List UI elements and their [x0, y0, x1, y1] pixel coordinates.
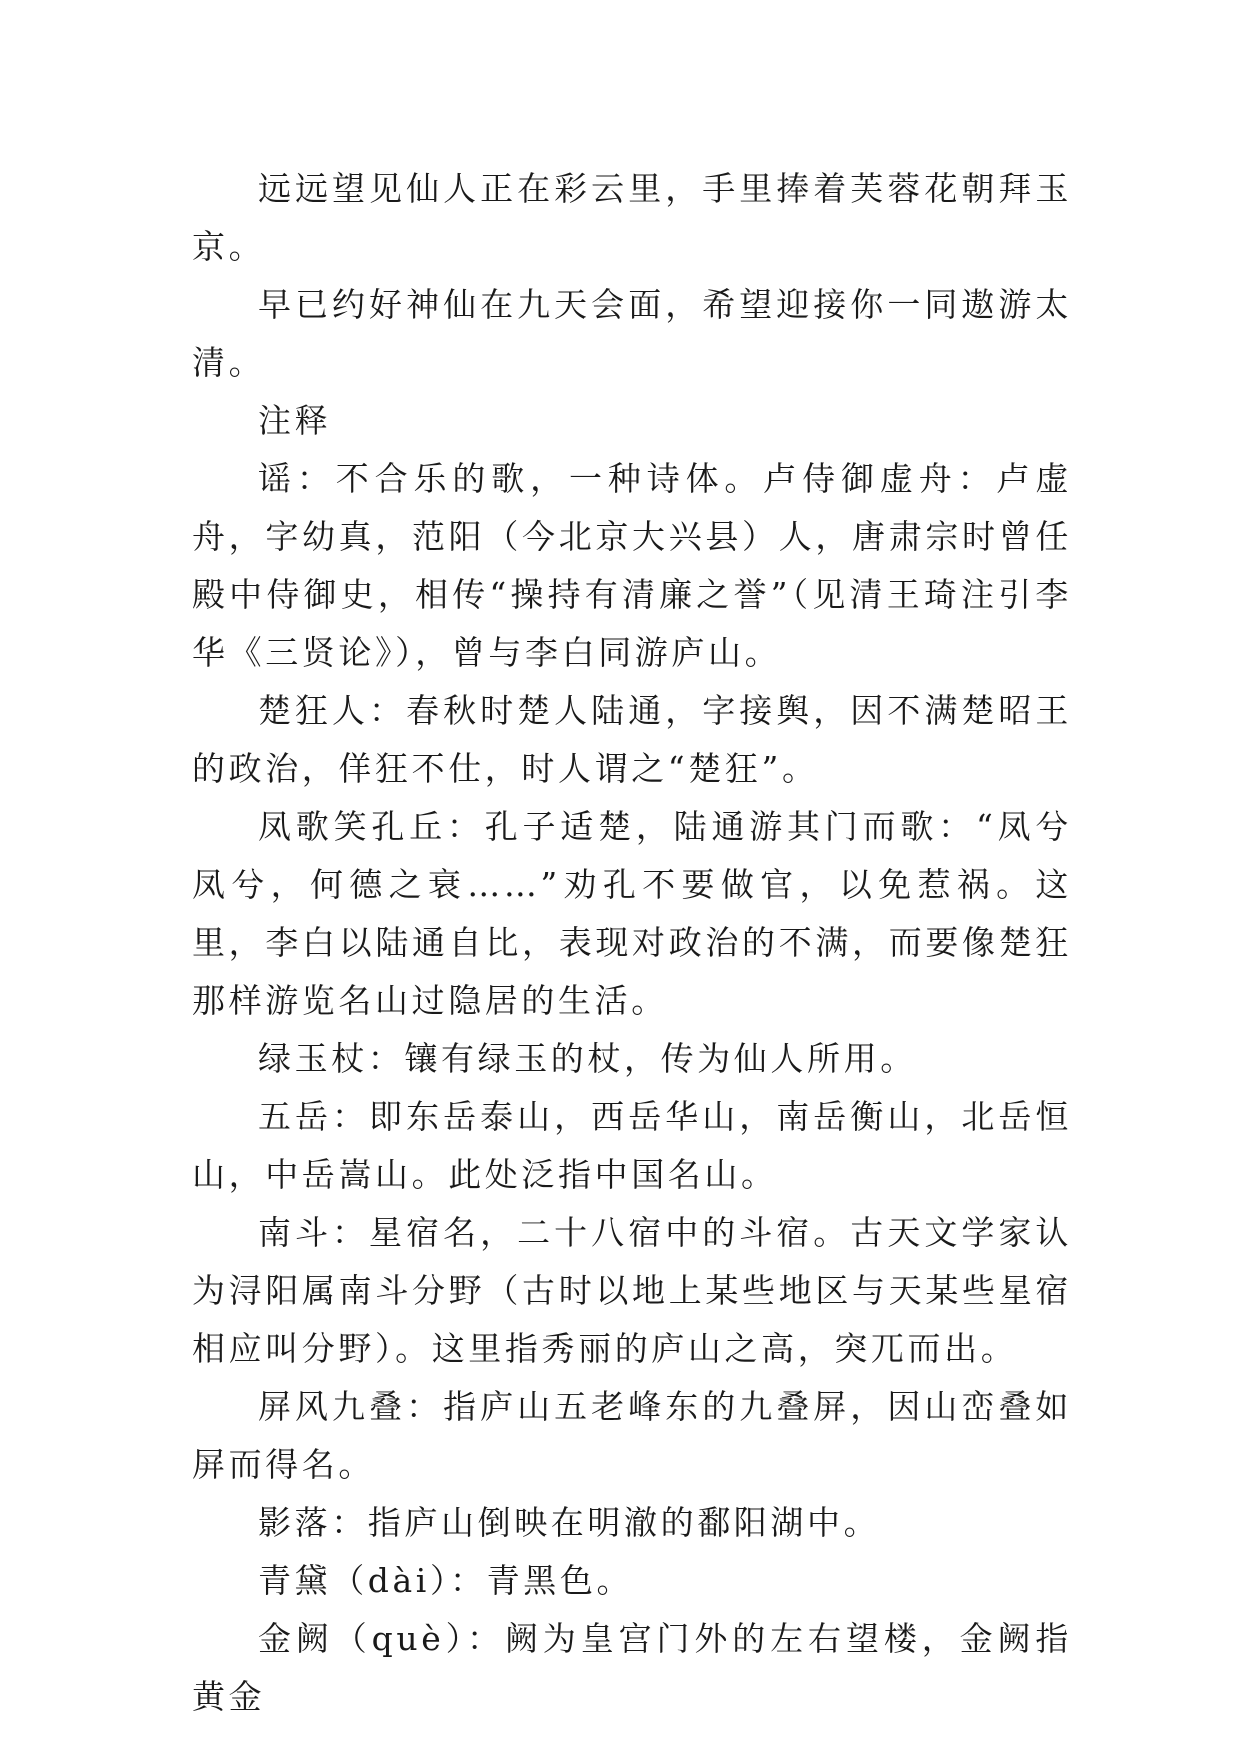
note-chu-kuang-ren: 楚狂人：春秋时楚人陆通，字接舆，因不满楚昭王的政治，佯狂不仕，时人谓之“楚狂”。 [192, 691, 1072, 788]
note-lv-yu-zhang: 绿玉杖：镶有绿玉的杖，传为仙人所用。 [258, 1039, 917, 1078]
note-ying-luo: 影落：指庐山倒映在明澈的鄱阳湖中。 [258, 1503, 881, 1542]
poem-line-2: 早已约好神仙在九天会面，希望迎接你一同遨游太清。 [192, 285, 1072, 382]
note-ping-feng: 屏风九叠：指庐山五老峰东的九叠屏，因山峦叠如屏而得名。 [192, 1387, 1072, 1484]
poem-line-1: 远远望见仙人正在彩云里，手里捧着芙蓉花朝拜玉京。 [192, 169, 1072, 266]
document-body [192, 160, 1072, 1726]
note-feng-ge: 凤歌笑孔丘：孔子适楚，陆通游其门而歌：“凤兮凤兮，何德之衰……”劝孔不要做官，以免惹祸。这里，李白以陆通自比，表现对政治的不满，而要像楚狂那样游览名山过隐居的生活。 [192, 807, 1072, 1020]
note-jin-que: 金阙（què）：阙为皇宫门外的左右望楼，金阙指黄金 [192, 1619, 1072, 1716]
note-yao: 谣：不合乐的歌，一种诗体。卢侍御虚舟：卢虚舟，字幼真，范阳（今北京大兴县）人，唐肃宗时曾任殿中侍御史，相传“操持有清廉之誉”（见清王琦注引李华《三贤论》），曾与李白同游庐山。 [192, 459, 1072, 672]
notes-heading: 注释 [258, 401, 332, 440]
note-nan-dou: 南斗：星宿名，二十八宿中的斗宿。古天文学家认为浔阳属南斗分野（古时以地上某些地区与天某些星宿相应叫分野）。这里指秀丽的庐山之高，突兀而出。 [192, 1213, 1072, 1368]
note-qing-dai: 青黛（dài）：青黑色。 [258, 1561, 634, 1600]
note-wu-yue: 五岳：即东岳泰山，西岳华山，南岳衡山，北岳恒山，中岳嵩山。此处泛指中国名山。 [192, 1097, 1072, 1194]
